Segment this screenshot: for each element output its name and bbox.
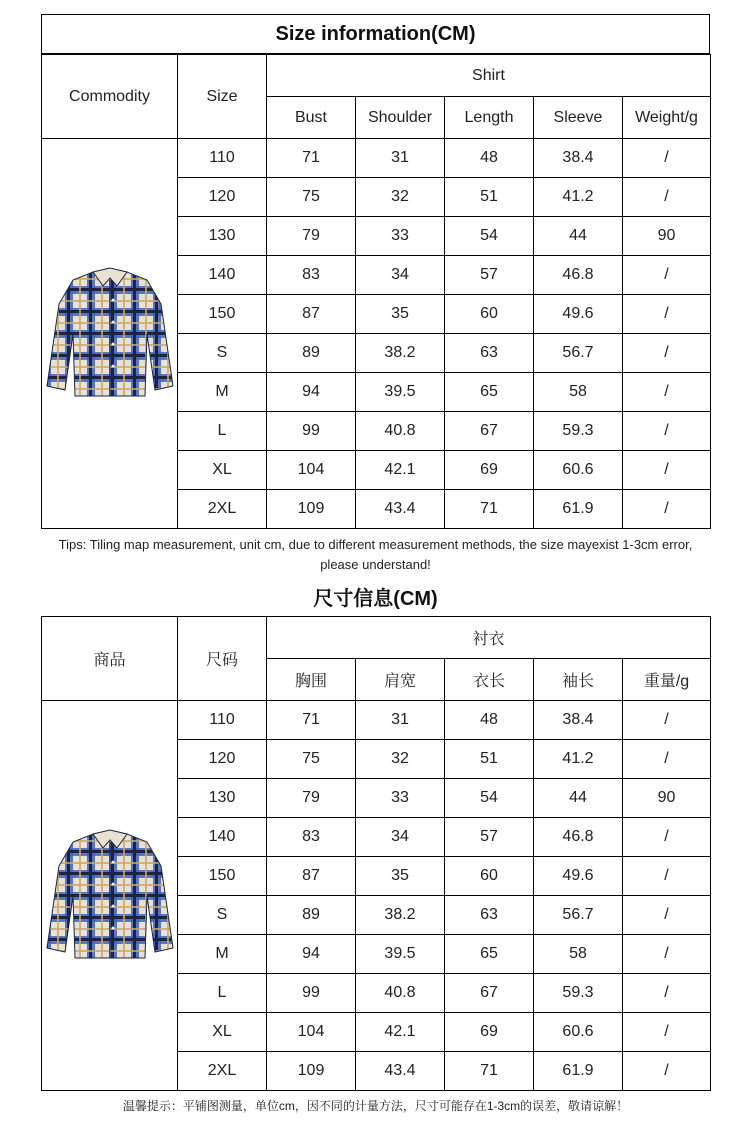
chart-title: Size information(CM) — [41, 14, 710, 54]
sleeve-cell: 38.4 — [534, 139, 623, 178]
bust-cell: 109 — [267, 1052, 356, 1091]
size-chart-chinese — [41, 576, 710, 1116]
weight-cell: / — [623, 139, 711, 178]
sleeve-cell: 38.4 — [534, 701, 623, 740]
length-cell: 71 — [445, 1052, 534, 1091]
length-cell: 63 — [445, 334, 534, 373]
length-cell: 57 — [445, 818, 534, 857]
bust-cell: 75 — [267, 740, 356, 779]
length-cell: 60 — [445, 857, 534, 896]
bust-cell: 83 — [267, 256, 356, 295]
sleeve-cell: 41.2 — [534, 740, 623, 779]
column-header: Sleeve — [534, 97, 623, 139]
column-header: 肩宽 — [356, 659, 445, 701]
size-cell: M — [178, 935, 267, 974]
shoulder-cell: 40.8 — [356, 974, 445, 1013]
size-cell: 150 — [178, 857, 267, 896]
sleeve-cell: 61.9 — [534, 490, 623, 529]
length-cell: 63 — [445, 896, 534, 935]
length-cell: 54 — [445, 217, 534, 256]
sleeve-cell: 61.9 — [534, 1052, 623, 1091]
weight-cell: / — [623, 857, 711, 896]
shoulder-cell: 39.5 — [356, 935, 445, 974]
sleeve-cell: 44 — [534, 217, 623, 256]
sleeve-cell: 49.6 — [534, 857, 623, 896]
sleeve-cell: 60.6 — [534, 1013, 623, 1052]
weight-cell: / — [623, 818, 711, 857]
size-cell: 150 — [178, 295, 267, 334]
size-chart-english — [41, 14, 710, 575]
shoulder-cell: 32 — [356, 178, 445, 217]
length-cell: 71 — [445, 490, 534, 529]
shirt-group-header: Shirt — [267, 55, 711, 97]
shoulder-cell: 39.5 — [356, 373, 445, 412]
column-header: 袖长 — [534, 659, 623, 701]
weight-cell: / — [623, 490, 711, 529]
bust-cell: 71 — [267, 701, 356, 740]
weight-cell: / — [623, 295, 711, 334]
length-cell: 67 — [445, 974, 534, 1013]
shoulder-cell: 34 — [356, 256, 445, 295]
weight-cell: / — [623, 935, 711, 974]
column-header: 胸围 — [267, 659, 356, 701]
length-cell: 60 — [445, 295, 534, 334]
shoulder-cell: 38.2 — [356, 334, 445, 373]
bust-cell: 89 — [267, 334, 356, 373]
bust-cell: 87 — [267, 295, 356, 334]
size-cell: L — [178, 412, 267, 451]
shirt-group-header: 衬衣 — [267, 617, 711, 659]
column-header: 衣长 — [445, 659, 534, 701]
sleeve-cell: 59.3 — [534, 412, 623, 451]
shoulder-cell: 33 — [356, 217, 445, 256]
weight-cell: / — [623, 451, 711, 490]
bust-cell: 94 — [267, 935, 356, 974]
column-header: Bust — [267, 97, 356, 139]
weight-cell: / — [623, 256, 711, 295]
bust-cell: 79 — [267, 217, 356, 256]
bust-cell: 109 — [267, 490, 356, 529]
shoulder-cell: 42.1 — [356, 451, 445, 490]
weight-cell: / — [623, 974, 711, 1013]
length-cell: 65 — [445, 935, 534, 974]
sleeve-cell: 46.8 — [534, 256, 623, 295]
size-cell: 140 — [178, 818, 267, 857]
shoulder-cell: 43.4 — [356, 1052, 445, 1091]
sleeve-cell: 58 — [534, 373, 623, 412]
weight-cell: 90 — [623, 779, 711, 818]
plaid-shirt-image — [43, 826, 177, 966]
weight-cell: / — [623, 412, 711, 451]
weight-cell: / — [623, 1052, 711, 1091]
length-cell: 51 — [445, 740, 534, 779]
size-header: Size — [178, 55, 267, 139]
bust-cell: 104 — [267, 451, 356, 490]
weight-cell: / — [623, 334, 711, 373]
size-cell: S — [178, 334, 267, 373]
length-cell: 51 — [445, 178, 534, 217]
length-cell: 69 — [445, 451, 534, 490]
size-cell: L — [178, 974, 267, 1013]
size-cell: 2XL — [178, 490, 267, 529]
size-cell: 130 — [178, 779, 267, 818]
shoulder-cell: 34 — [356, 818, 445, 857]
column-header: 重量/g — [623, 659, 711, 701]
shoulder-cell: 43.4 — [356, 490, 445, 529]
commodity-header: 商品 — [42, 617, 178, 701]
length-cell: 57 — [445, 256, 534, 295]
weight-cell: / — [623, 740, 711, 779]
size-cell: 130 — [178, 217, 267, 256]
sleeve-cell: 49.6 — [534, 295, 623, 334]
chart-title: 尺寸信息(CM) — [313, 587, 438, 610]
size-cell: XL — [178, 451, 267, 490]
shoulder-cell: 33 — [356, 779, 445, 818]
weight-cell: / — [623, 373, 711, 412]
size-cell: 2XL — [178, 1052, 267, 1091]
shoulder-cell: 31 — [356, 139, 445, 178]
product-image-cell — [42, 139, 178, 529]
weight-cell: / — [623, 178, 711, 217]
tips-text: Tips: Tiling map measurement, unit cm, due to different measurement methods, the size mayexist 1-3cm error, please understand! — [58, 537, 693, 572]
bust-cell: 94 — [267, 373, 356, 412]
sleeve-cell: 58 — [534, 935, 623, 974]
bust-cell: 89 — [267, 896, 356, 935]
size-cell: 110 — [178, 701, 267, 740]
sleeve-cell: 56.7 — [534, 896, 623, 935]
size-cell: S — [178, 896, 267, 935]
bust-cell: 99 — [267, 412, 356, 451]
sleeve-cell: 60.6 — [534, 451, 623, 490]
sleeve-cell: 56.7 — [534, 334, 623, 373]
size-table — [41, 54, 711, 529]
bust-cell: 75 — [267, 178, 356, 217]
bust-cell: 79 — [267, 779, 356, 818]
size-table — [41, 616, 711, 1091]
weight-cell: / — [623, 896, 711, 935]
sleeve-cell: 44 — [534, 779, 623, 818]
size-cell: 120 — [178, 740, 267, 779]
commodity-header: Commodity — [42, 55, 178, 139]
shoulder-cell: 35 — [356, 857, 445, 896]
bust-cell: 99 — [267, 974, 356, 1013]
sleeve-cell: 46.8 — [534, 818, 623, 857]
shoulder-cell: 40.8 — [356, 412, 445, 451]
sleeve-cell: 59.3 — [534, 974, 623, 1013]
weight-cell: 90 — [623, 217, 711, 256]
bust-cell: 87 — [267, 857, 356, 896]
weight-cell: / — [623, 1013, 711, 1052]
size-cell: 120 — [178, 178, 267, 217]
size-header: 尺码 — [178, 617, 267, 701]
sleeve-cell: 41.2 — [534, 178, 623, 217]
length-cell: 67 — [445, 412, 534, 451]
product-image-cell — [42, 701, 178, 1091]
bust-cell: 83 — [267, 818, 356, 857]
shoulder-cell: 35 — [356, 295, 445, 334]
weight-cell: / — [623, 701, 711, 740]
shoulder-cell: 32 — [356, 740, 445, 779]
column-header: Weight/g — [623, 97, 711, 139]
shoulder-cell: 31 — [356, 701, 445, 740]
length-cell: 69 — [445, 1013, 534, 1052]
size-cell: XL — [178, 1013, 267, 1052]
size-cell: 110 — [178, 139, 267, 178]
bust-cell: 71 — [267, 139, 356, 178]
size-cell: M — [178, 373, 267, 412]
column-header: Length — [445, 97, 534, 139]
length-cell: 54 — [445, 779, 534, 818]
bust-cell: 104 — [267, 1013, 356, 1052]
plaid-shirt-image — [43, 264, 177, 404]
tips-text: 温馨提示：平铺图测量，单位cm，因不同的计量方法，尺寸可能存在1-3cm的误差，敬请谅解！ — [122, 1099, 629, 1113]
length-cell: 48 — [445, 701, 534, 740]
shoulder-cell: 38.2 — [356, 896, 445, 935]
length-cell: 48 — [445, 139, 534, 178]
size-cell: 140 — [178, 256, 267, 295]
shoulder-cell: 42.1 — [356, 1013, 445, 1052]
length-cell: 65 — [445, 373, 534, 412]
column-header: Shoulder — [356, 97, 445, 139]
